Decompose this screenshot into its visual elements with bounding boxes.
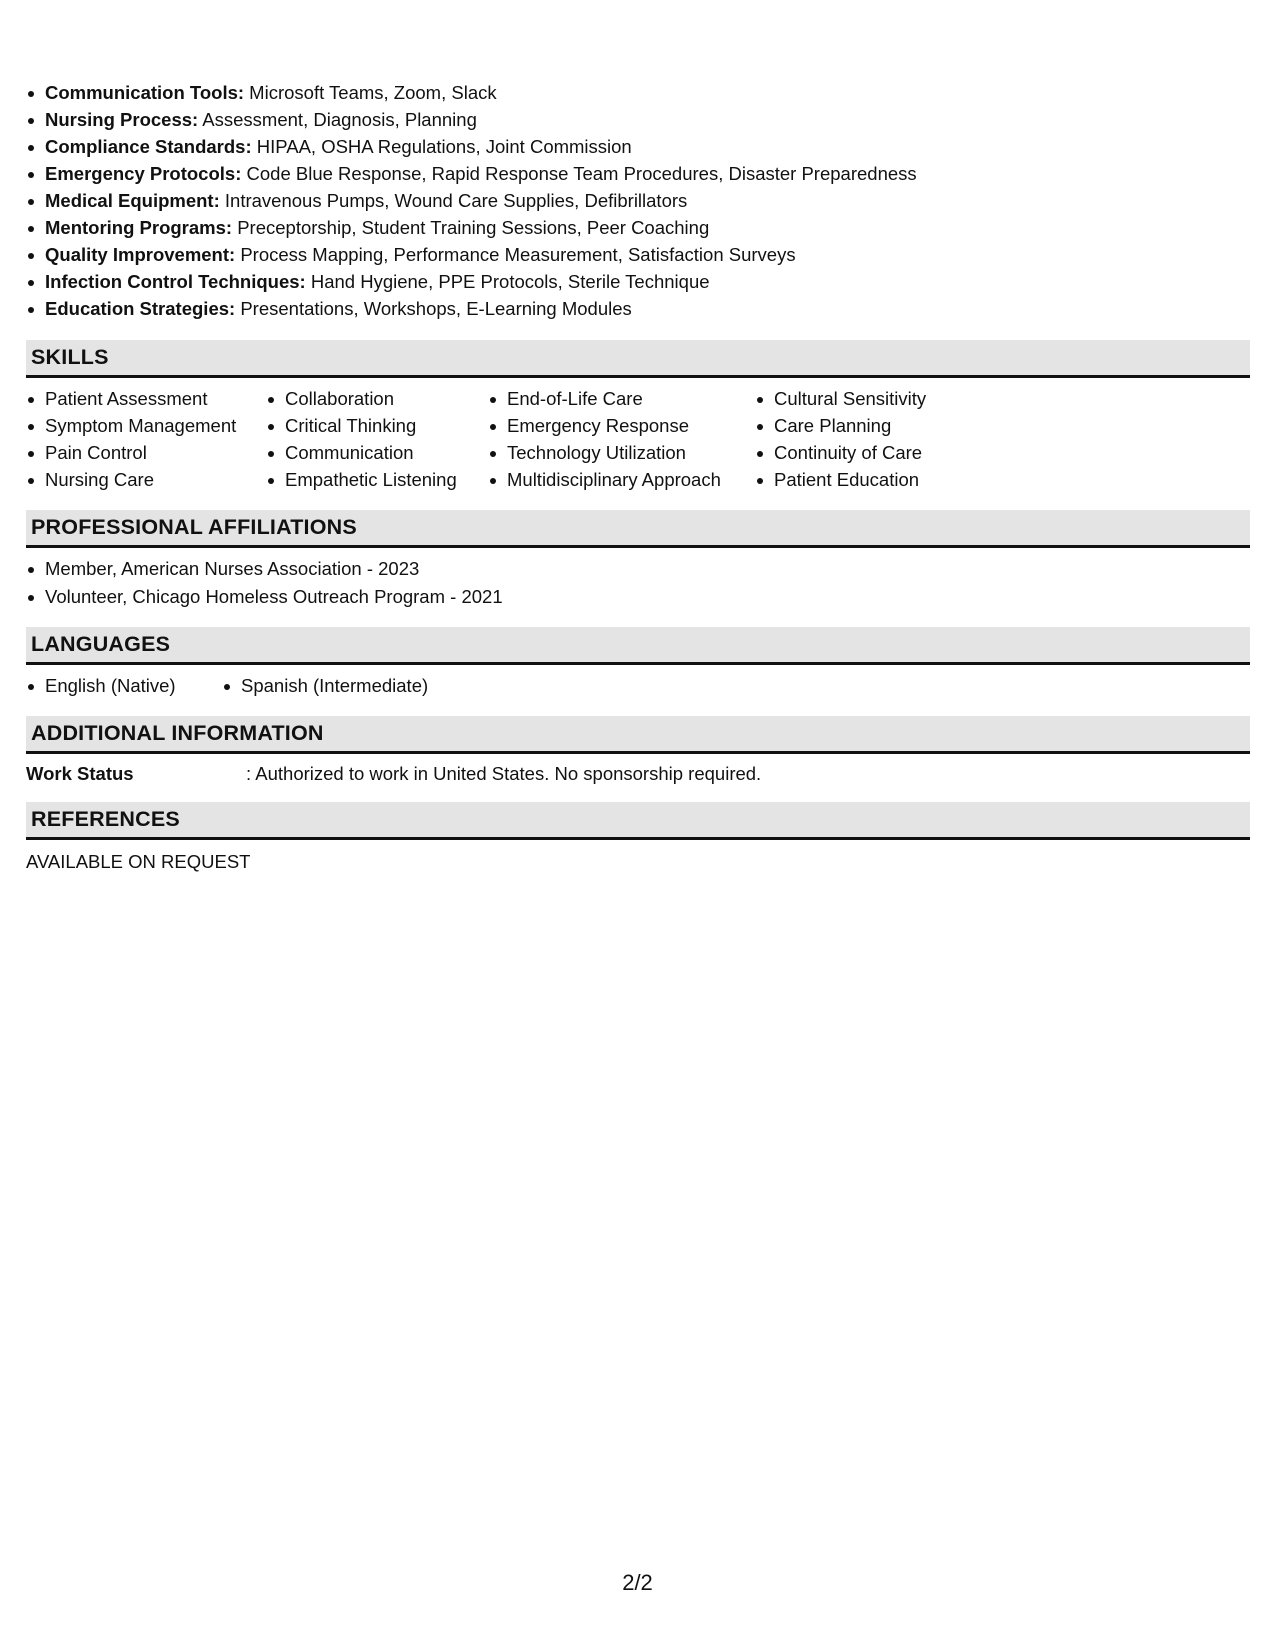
skills-heading: SKILLS	[31, 345, 109, 369]
languages-heading: LANGUAGES	[31, 632, 171, 656]
work-status-row	[26, 762, 761, 786]
languages-section-header	[26, 627, 1250, 665]
tools-item-label: Nursing Process:	[45, 109, 199, 130]
affiliation-item: Volunteer, Chicago Homeless Outreach Program - 2021	[26, 583, 503, 611]
tools-item-label: Communication Tools:	[45, 82, 245, 103]
skills-column	[26, 385, 266, 493]
skill-item: Technology Utilization	[488, 439, 755, 466]
skill-item: Critical Thinking	[266, 412, 488, 439]
skill-item: Patient Assessment	[26, 385, 266, 412]
tools-item	[26, 295, 917, 322]
tools-item	[26, 133, 917, 160]
affiliations-list	[26, 555, 503, 611]
skill-item: Cultural Sensitivity	[755, 385, 1015, 412]
tools-item	[26, 106, 917, 133]
work-status-value: : Authorized to work in United States. No sponsorship required.	[246, 763, 762, 784]
skills-section-header	[26, 340, 1250, 378]
references-section-header	[26, 802, 1250, 840]
tools-item-label: Mentoring Programs:	[45, 217, 233, 238]
skill-item: Care Planning	[755, 412, 1015, 439]
tools-item	[26, 268, 917, 295]
tools-item-value: Microsoft Teams, Zoom, Slack	[244, 82, 497, 103]
tools-item	[26, 160, 917, 187]
skill-item: Nursing Care	[26, 466, 266, 493]
tools-item	[26, 79, 917, 106]
tools-item-value: HIPAA, OSHA Regulations, Joint Commission	[251, 136, 632, 157]
skill-item: Emergency Response	[488, 412, 755, 439]
tools-item	[26, 187, 917, 214]
tools-item-value: Preceptorship, Student Training Sessions, Peer Coaching	[232, 217, 710, 238]
skills-column	[266, 385, 488, 493]
page-number: 2/2	[622, 1570, 653, 1595]
work-status-label: Work Status	[26, 763, 134, 784]
skill-item: Pain Control	[26, 439, 266, 466]
skill-item: Collaboration	[266, 385, 488, 412]
tools-item-value: Hand Hygiene, PPE Protocols, Sterile Technique	[305, 271, 710, 292]
tools-item-label: Infection Control Techniques:	[45, 271, 306, 292]
tools-list	[26, 79, 917, 322]
tools-item	[26, 241, 917, 268]
tools-item	[26, 214, 917, 241]
tools-item-label: Quality Improvement:	[45, 244, 236, 265]
skill-item: Patient Education	[755, 466, 1015, 493]
additional-section-header	[26, 716, 1250, 754]
tools-item-label: Emergency Protocols:	[45, 163, 242, 184]
tools-item-value: Process Mapping, Performance Measurement, Satisfaction Surveys	[235, 244, 796, 265]
tools-item-value: Code Blue Response, Rapid Response Team Procedures, Disaster Preparedness	[241, 163, 917, 184]
tools-item-value: Intravenous Pumps, Wound Care Supplies, Defibrillators	[219, 190, 688, 211]
tools-item-label: Compliance Standards:	[45, 136, 252, 157]
languages-list	[26, 672, 428, 699]
language-item: English (Native)	[26, 672, 222, 699]
language-item: Spanish (Intermediate)	[222, 672, 428, 699]
skills-column	[755, 385, 1015, 493]
skill-item: Multidisciplinary Approach	[488, 466, 755, 493]
skill-item: Symptom Management	[26, 412, 266, 439]
skills-grid	[26, 385, 1015, 493]
tools-item-label: Medical Equipment:	[45, 190, 220, 211]
affiliations-section-header	[26, 510, 1250, 548]
tools-item-label: Education Strategies:	[45, 298, 236, 319]
affiliations-heading: PROFESSIONAL AFFILIATIONS	[31, 515, 357, 539]
references-heading: REFERENCES	[31, 807, 180, 831]
additional-heading: ADDITIONAL INFORMATION	[31, 721, 324, 745]
skill-item: Empathetic Listening	[266, 466, 488, 493]
tools-item-value: Presentations, Workshops, E-Learning Modules	[235, 298, 632, 319]
skill-item: Continuity of Care	[755, 439, 1015, 466]
skills-column	[488, 385, 755, 493]
skill-item: Communication	[266, 439, 488, 466]
tools-item-value: Assessment, Diagnosis, Planning	[198, 109, 477, 130]
affiliation-item: Member, American Nurses Association - 2023	[26, 555, 503, 583]
skill-item: End-of-Life Care	[488, 385, 755, 412]
references-text: AVAILABLE ON REQUEST	[26, 851, 251, 872]
